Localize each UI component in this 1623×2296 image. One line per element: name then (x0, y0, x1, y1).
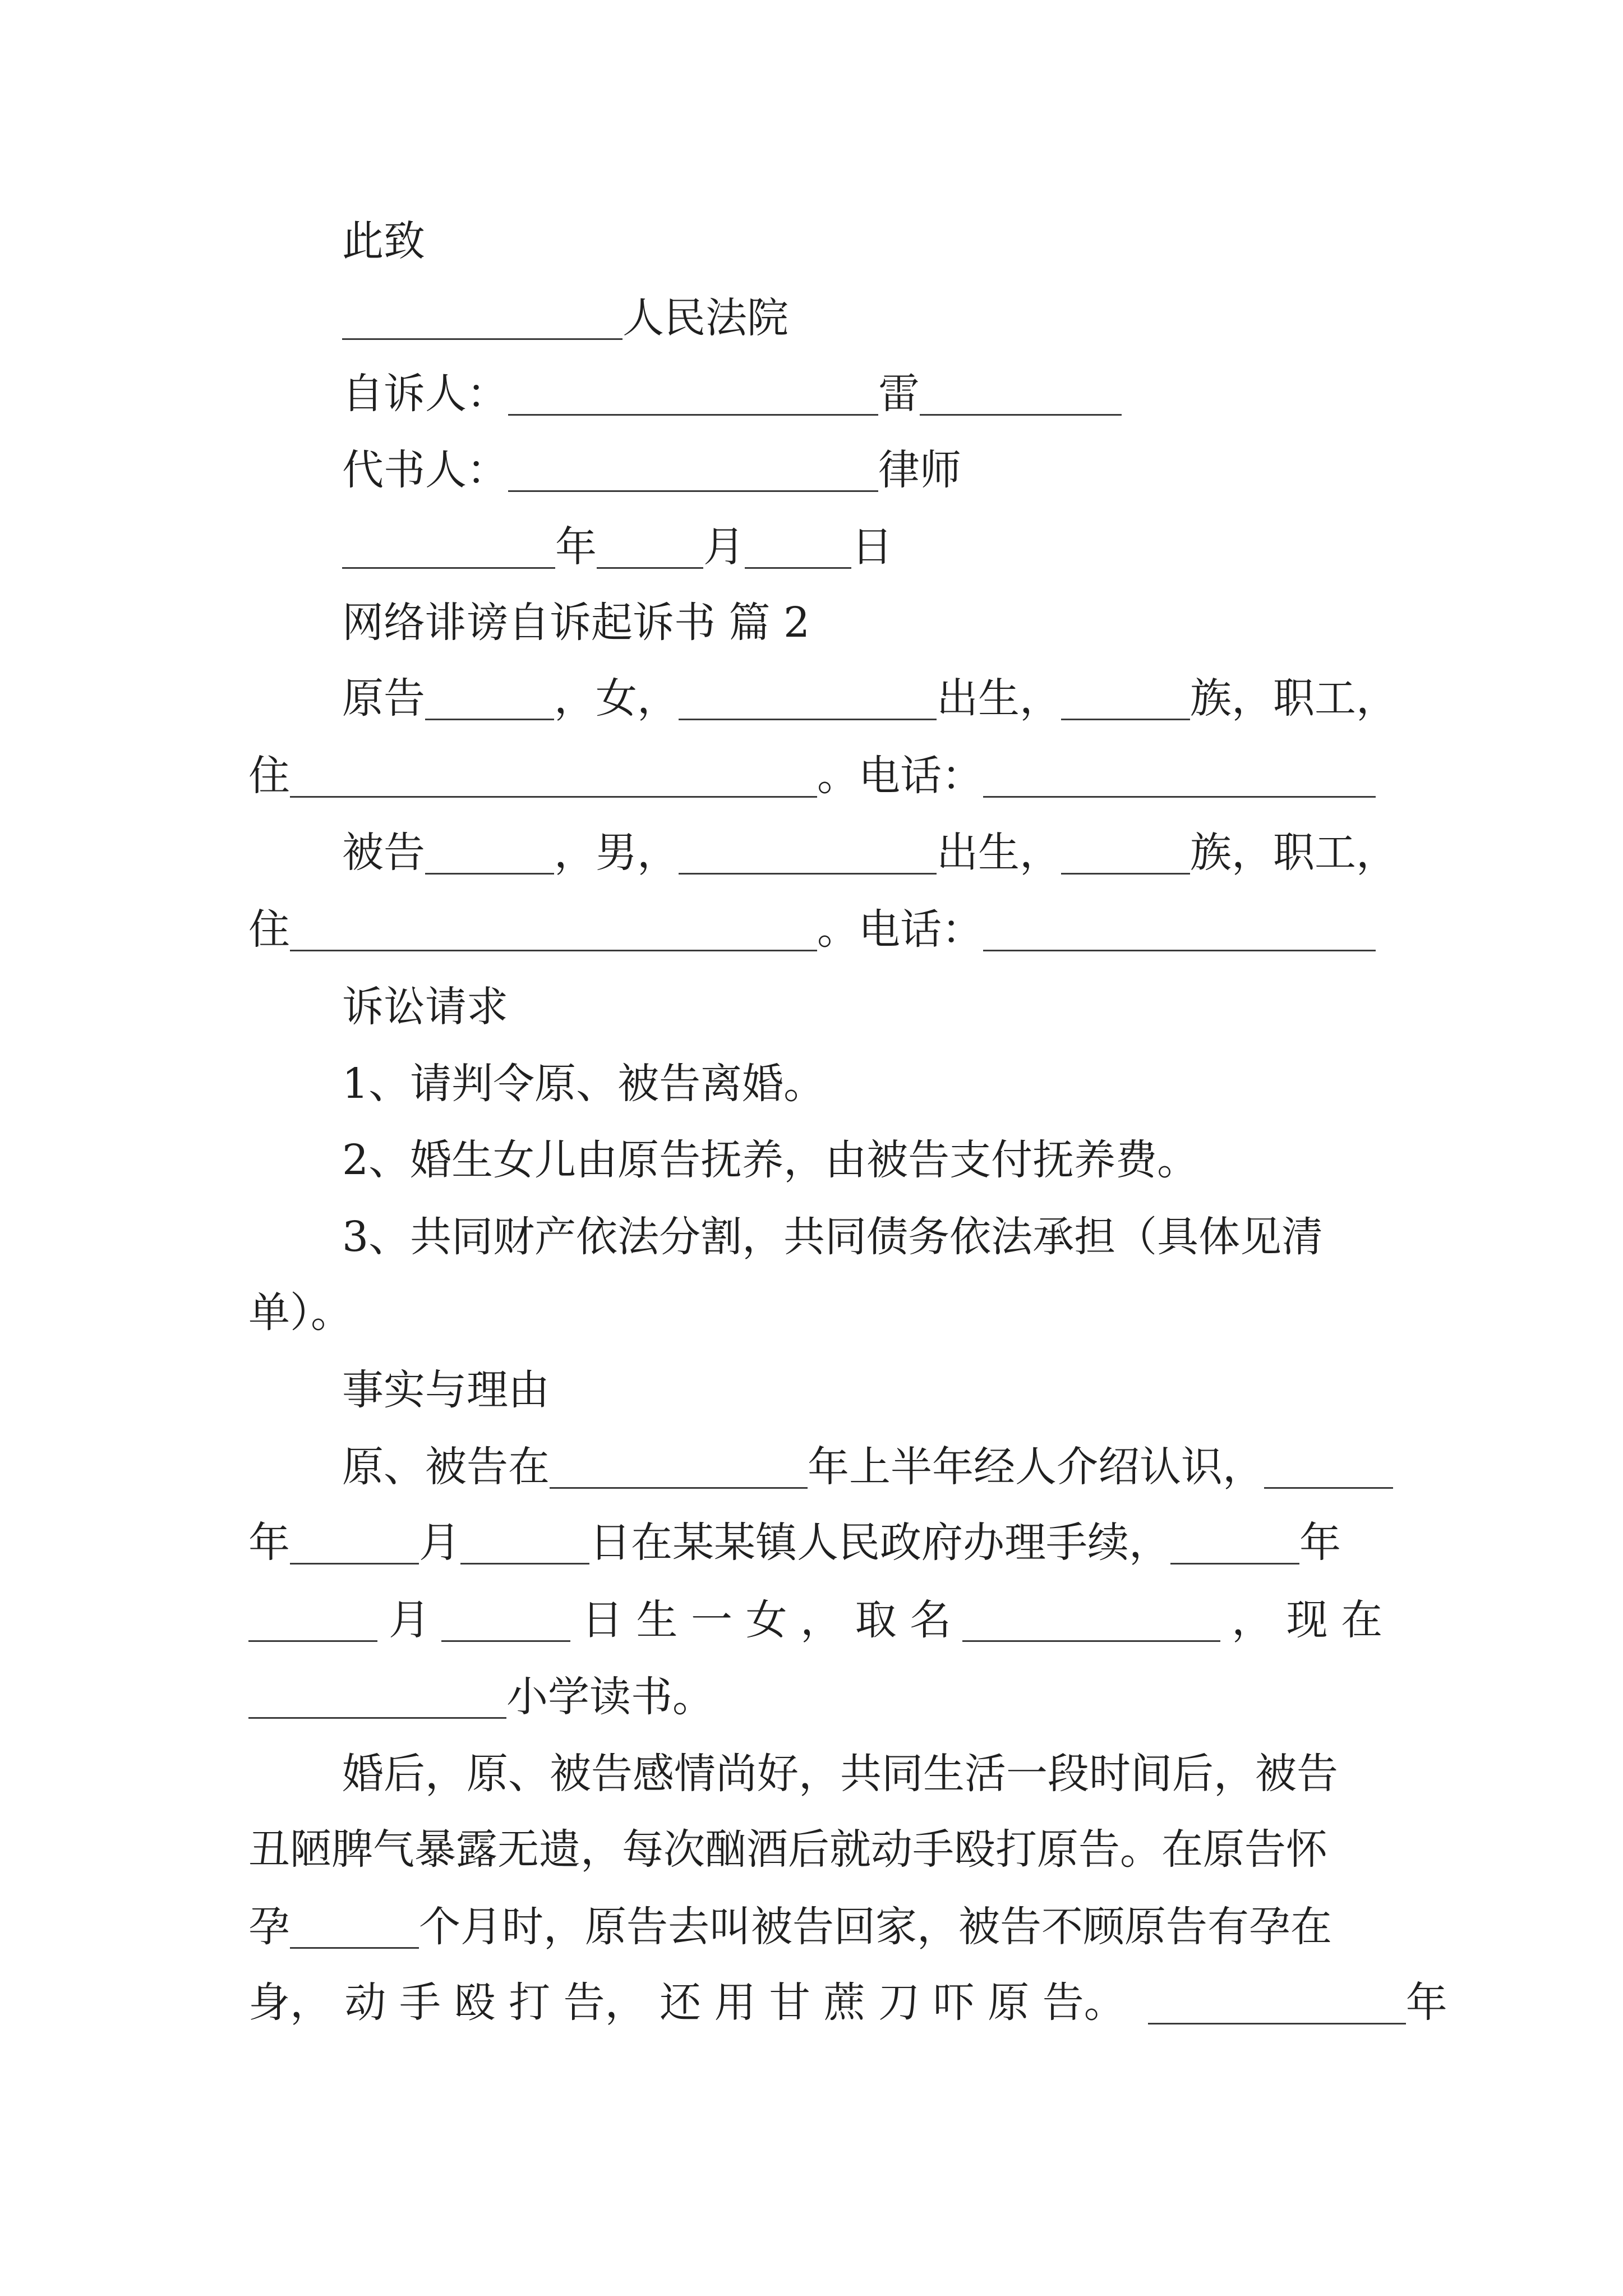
claim-item-2: 2、婚生女儿由原告抚养，由被告支付抚养费。 (342, 1136, 1199, 1184)
facts-para2-line1: 婚后，原、被告感情尚好，共同生活一段时间后，被告 (342, 1750, 1338, 1798)
facts-para1-line3: 月 日 生 一 女 ， 取 名 ， 现 在 (248, 1592, 1382, 1648)
day-blank (745, 528, 851, 569)
plaintiff-sign-blank (508, 375, 878, 416)
month-blank (597, 528, 703, 569)
writer-signature-line (342, 442, 961, 498)
writer-sign-title: 律师 (878, 446, 961, 494)
year-blank (342, 528, 555, 569)
claim-item-1: 1、请判令原、被告离婚。 (342, 1060, 826, 1108)
facts-para1-line1: 原、被告在 年上半年经人介绍认识， (342, 1439, 1393, 1495)
facts-para1-line2: 年 月 日在某某镇人民政府办理手续， 年 (248, 1519, 1341, 1567)
facts-heading: 事实与理由 (342, 1366, 550, 1414)
claim-item-3-cont: 单）。 (248, 1289, 352, 1337)
plaintiff-address-line: 住 。电话： (248, 748, 1376, 804)
court-line (342, 290, 789, 346)
plaintiff-sign-label: 自诉人： (342, 370, 508, 418)
defendant-line: 被告 ，男， 出生， 族，职工， (342, 829, 1398, 877)
plaintiff-line: 原告 ，女， 出生， 族，职工， (342, 674, 1398, 723)
defendant-address-line: 住 。电话： (248, 901, 1376, 958)
facts-para1-line4: 小学读书。 (248, 1669, 714, 1725)
writer-sign-label: 代书人： (342, 446, 508, 494)
plaintiff-signature-line (342, 366, 1122, 422)
claims-heading: 诉讼请求 (342, 983, 508, 1031)
claim-item-3: 3、共同财产依法分割，共同债务依法承担（具体见清 (342, 1213, 1324, 1261)
salutation: 此致 (342, 217, 425, 265)
court-blank (342, 299, 623, 340)
plaintiff-sign-name: 雷 (878, 370, 920, 418)
writer-sign-blank (508, 451, 878, 492)
date-line: 年 月 日 (342, 519, 893, 575)
facts-para2-line3: 孕 个月时，原告去叫被告回家，被告不顾原告有孕在 (248, 1903, 1332, 1951)
facts-para2-line4: 身， 动 手 殴 打 告， 还 用 甘 蔗 刀 吓 原 告。 年 (248, 1978, 1447, 2027)
plaintiff-sign-blank-2 (920, 375, 1122, 416)
court-label: 人民法院 (623, 294, 789, 342)
section-title: 网络诽谤自诉起诉书 篇 2 (342, 599, 810, 647)
facts-para2-line2: 丑陋脾气暴露无遗，每次酗酒后就动手殴打原告。在原告怀 (248, 1825, 1327, 1874)
